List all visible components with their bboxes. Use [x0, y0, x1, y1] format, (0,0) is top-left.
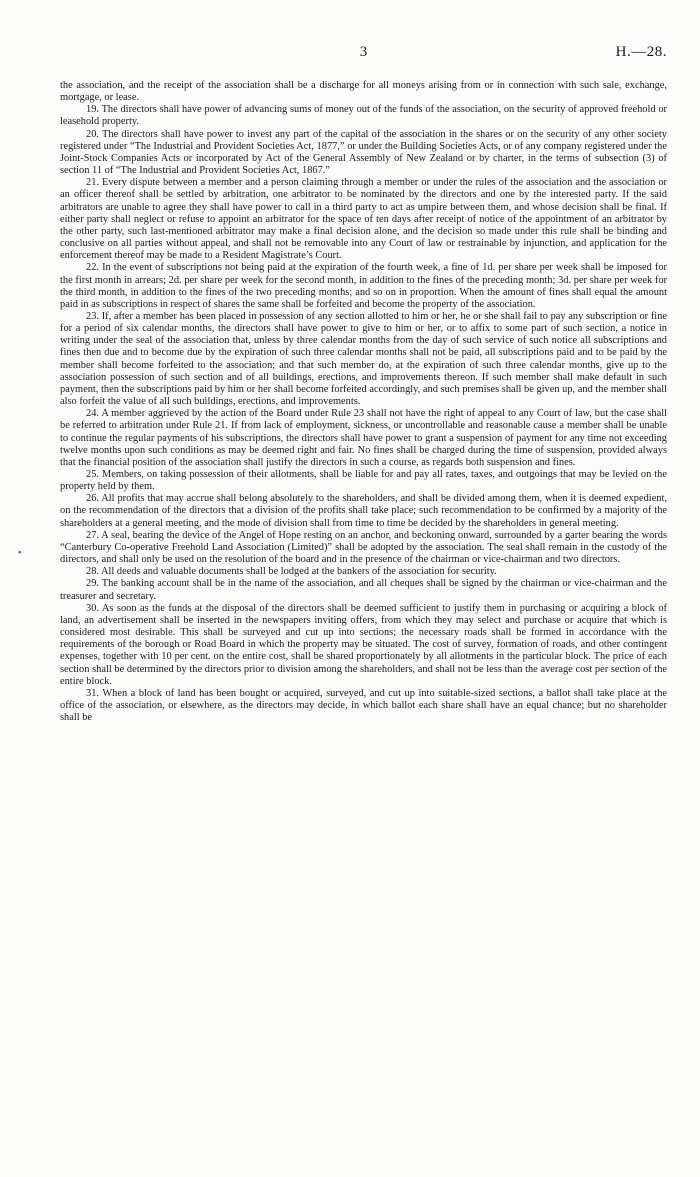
rule-30: 30. As soon as the funds at the disposal of the directors shall be deemed sufficient to justify them in purchasing or acquiring a block of land, an advertisement shall be inserted in the newspapers inviting offers, from which they may select and purchase or acquire that which is considered most desirable. This shall be surveyed and cut up into sections; the necessary roads shall be formed in accordance with the requirements of the borough or Road Board in which the property may be situated. The cost of survey, formation of roads, and other contingent expenses, together with 10 per cent. on the entire cost, shall be shared proportionately by all allotments in the particular block. The price of each section shall be determined by the directors prior to division among the shareholders, and shall not be less than the average cost per section of the entire block. — [60, 602, 667, 687]
rule-20: 20. The directors shall have power to invest any part of the capital of the association in the shares or on the security of any other society registered under “The Industrial and Provident Societies Act, 1877,” or under the Building Societies Acts, or of any company registered under the Joint-Stock Companies Acts or incorporated by Act of the General Assembly of New Zealand or by charter, in the terms of subsection (3) of section 11 of “The Industrial and Provident Societies Act, 1867.” — [60, 128, 667, 177]
rule-25: 25. Members, on taking possession of their allotments, shall be liable for and pay all rates, taxes, and outgoings that may be levied on the property held by them. — [60, 469, 667, 493]
rule-31: 31. When a block of land has been bought or acquired, surveyed, and cut up into suitable-sized sections, a ballot shall take place at the office of the association, or elsewhere, as the directors may decide, in which ballot each share shall have an equal chance; but no shareholder shall be — [60, 687, 667, 724]
rule-22: 22. In the event of subscriptions not being paid at the expiration of the fourth week, a fine of 1d. per share per week shall be imposed for the first month in arrears; 2d. per share per week for the second month, in addition to the fines of the preceding month; 3d. per share per week for the third month, in addition to the fines of the two preceding months; and so on in proportion. When the amount of fines shall equal the amount paid in as subscriptions in respect of shares the same shall be forfeited and become the property of the association. — [60, 262, 667, 310]
document-body — [60, 80, 667, 724]
rule-27: 27. A seal, bearing the device of the Angel of Hope resting on an anchor, and beckoning onward, surrounded by a garter bearing the words “Canterbury Co-operative Freehold Land Association (Limited)” shall be adopted by the association. The seal shall remain in the custody of the directors, and shall only be used on the resolution of the board and in the presence of the chairman or vice-chairman and two directors. — [60, 529, 667, 566]
document-reference: H.—28. — [615, 44, 667, 60]
rule-28: 28. All deeds and valuable documents shall be lodged at the bankers of the association for security. — [86, 566, 497, 578]
rule-19: 19. The directors shall have power of advancing sums of money out of the funds of the association, on the security of approved freehold or leasehold property. — [60, 104, 667, 128]
rule-29: 29. The banking account shall be in the name of the association, and all cheques shall be signed by the chairman or vice-chairman and the treasurer and secretary. — [60, 578, 667, 602]
page-header — [60, 44, 667, 64]
page-number: 3 — [359, 44, 368, 60]
rule-21: 21. Every dispute between a member and a person claiming through a member or under the rules of the association and the association or an officer thereof shall be settled by arbitration, one arbitrator to be nominated by the directors and one by the interested party. If the said arbitrators are unable to agree they shall have power to call in a third party to act as umpire between them, and whose decision shall be final. If either party shall neglect or refuse to appoint an arbitrator for the space of ten days after receipt of notice of the appointment of an arbitrator by the other party, such last-mentioned arbitrator may make a final decision alone, and the decision so made under this rule shall be binding and conclusive on all parties without appeal, and shall not be removable into any Court of law or restrainable by injunction, and application for the enforcement thereof may be made to a Resident Magistrate’s Court. — [60, 177, 667, 262]
paragraph-continuation: the association, and the receipt of the association shall be a discharge for all moneys arising from or in connection with such sale, exchange, mortgage, or lease. — [60, 80, 667, 104]
rule-23: 23. If, after a member has been placed in possession of any section allotted to him or her, he or she shall fail to pay any subscription or fine for a period of six calendar months, the directors shall have power to give to him or her, or to affix to some part of such section, a notice in writing under the seal of the association that, unless by three calendar months from the day of such service of such notice all subscriptions and fines then due and to become due by the expiration of such three calendar months shall not be paid, all subscriptions paid and to be paid by the member shall become forfeited to the association; and that such member do, at the expiration of such three calendar months, give up to the association possession of such section and of all buildings, erections, and improvements thereon. If such member shall make default in such payment, then the subscriptions paid by him or her shall become forfeited accordingly, and such premises shall be given up, and the member shall also forfeit the value of all such buildings, erections, and improvements. — [60, 310, 667, 408]
margin-mark: • — [18, 548, 22, 559]
rule-26: 26. All profits that may accrue shall belong absolutely to the shareholders, and shall be divided among them, when it is deemed expedient, on the recommendation of the directors that a division of the profits shall take place; such recommendation to be confirmed by a majority of the shareholders at a general meeting, and the mode of division shall from time to time be decided by the shareholders in general meeting. — [60, 493, 667, 529]
rule-24: 24. A member aggrieved by the action of the Board under Rule 23 shall not have the right of appeal to any Court of law, but the case shall be referred to arbitration under Rule 21. If from lack of employment, sickness, or uncontrollable and reasonable cause a member shall be unable to continue the regular payments of his subscriptions, the directors shall have power to grant a suspension of payment for any time not exceeding twelve months upon such conditions as may be deemed right and fair. No fines shall be charged during the time of suspension, provided always that the financial position of the association shall justify the directors in such a course, as regards both suspension and fines. — [60, 408, 667, 468]
